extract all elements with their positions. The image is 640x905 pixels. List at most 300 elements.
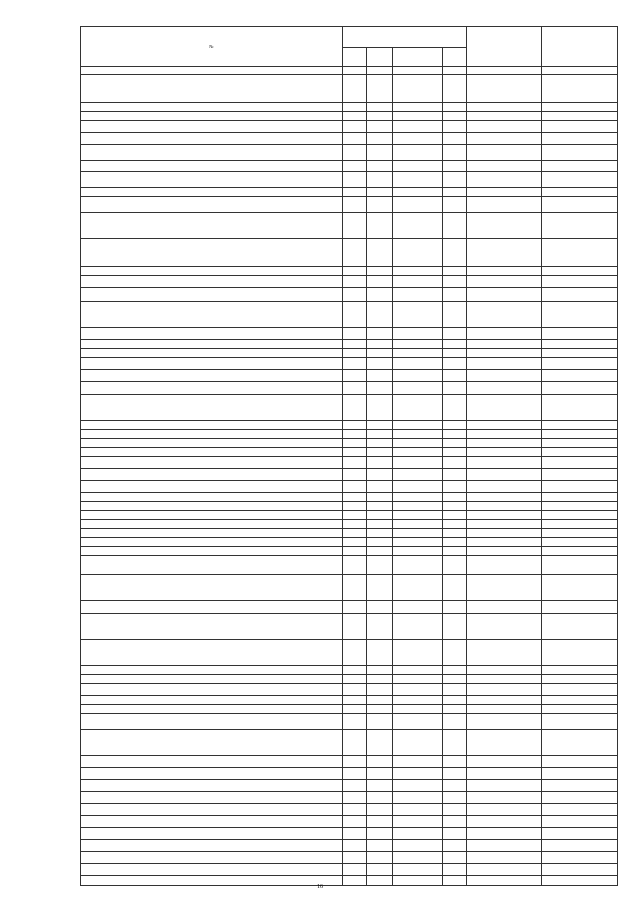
row-target: [393, 556, 443, 575]
row-section: [367, 696, 393, 705]
row-grbs: [343, 601, 367, 614]
row-year-2: [542, 328, 618, 340]
row-year-2: [542, 756, 618, 768]
table-row: [81, 439, 618, 448]
table-row: [81, 666, 618, 675]
row-grbs: [343, 481, 367, 493]
column-number: [343, 67, 367, 75]
row-target: [393, 730, 443, 756]
row-vr: [443, 276, 467, 288]
row-vr: [443, 213, 467, 239]
row-target: [393, 358, 443, 370]
table-row: [81, 730, 618, 756]
table-row: [81, 601, 618, 614]
row-year-2: [542, 804, 618, 816]
row-grbs: [343, 828, 367, 840]
row-name: [81, 469, 343, 481]
table-row: [81, 370, 618, 382]
row-target: [393, 328, 443, 340]
table-row: [81, 840, 618, 852]
table-row: [81, 852, 618, 864]
table-row: [81, 714, 618, 730]
row-name: [81, 705, 343, 714]
row-target: [393, 481, 443, 493]
row-target: [393, 538, 443, 547]
row-section: [367, 133, 393, 145]
table-row: [81, 75, 618, 103]
row-year-2: [542, 161, 618, 172]
row-section: [367, 840, 393, 852]
table-row: [81, 768, 618, 780]
row-target: [393, 349, 443, 358]
row-name: [81, 852, 343, 864]
table-row: [81, 239, 618, 267]
row-section: [367, 493, 393, 502]
row-target: [393, 614, 443, 640]
row-target: [393, 239, 443, 267]
row-target: [393, 816, 443, 828]
row-vr: [443, 469, 467, 481]
row-name: [81, 640, 343, 666]
table-row: [81, 161, 618, 172]
row-section: [367, 328, 393, 340]
row-name: [81, 696, 343, 705]
row-section: [367, 358, 393, 370]
row-target: [393, 430, 443, 439]
row-vr: [443, 675, 467, 684]
row-year-1: [467, 804, 542, 816]
row-name: [81, 575, 343, 601]
row-name: [81, 213, 343, 239]
row-year-1: [467, 696, 542, 705]
row-section: [367, 666, 393, 675]
row-section: [367, 684, 393, 696]
header-codes: [343, 27, 467, 48]
row-target: [393, 439, 443, 448]
row-year-2: [542, 133, 618, 145]
row-year-2: [542, 601, 618, 614]
row-vr: [443, 288, 467, 302]
row-section: [367, 188, 393, 197]
row-section: [367, 103, 393, 112]
row-year-2: [542, 675, 618, 684]
row-year-2: [542, 792, 618, 804]
row-name: [81, 457, 343, 469]
row-section: [367, 340, 393, 349]
table-row: [81, 529, 618, 538]
row-year-2: [542, 288, 618, 302]
row-vr: [443, 145, 467, 161]
row-year-1: [467, 133, 542, 145]
header-section: [367, 48, 393, 67]
row-year-1: [467, 511, 542, 520]
row-section: [367, 145, 393, 161]
row-target: [393, 675, 443, 684]
row-section: [367, 370, 393, 382]
row-grbs: [343, 696, 367, 705]
row-section: [367, 469, 393, 481]
row-grbs: [343, 161, 367, 172]
row-year-2: [542, 864, 618, 876]
row-vr: [443, 511, 467, 520]
row-year-2: [542, 239, 618, 267]
row-target: [393, 133, 443, 145]
table-row: [81, 188, 618, 197]
row-target: [393, 145, 443, 161]
row-year-2: [542, 188, 618, 197]
row-vr: [443, 340, 467, 349]
row-section: [367, 529, 393, 538]
row-target: [393, 792, 443, 804]
table-row: [81, 640, 618, 666]
row-vr: [443, 439, 467, 448]
row-section: [367, 780, 393, 792]
row-vr: [443, 547, 467, 556]
table-row: [81, 520, 618, 529]
header-target: [393, 48, 443, 67]
row-section: [367, 267, 393, 276]
row-vr: [443, 75, 467, 103]
row-vr: [443, 395, 467, 421]
row-year-1: [467, 684, 542, 696]
row-name: [81, 349, 343, 358]
row-section: [367, 430, 393, 439]
row-name: [81, 439, 343, 448]
row-vr: [443, 239, 467, 267]
row-year-2: [542, 382, 618, 395]
row-year-1: [467, 792, 542, 804]
row-year-1: [467, 267, 542, 276]
row-year-1: [467, 840, 542, 852]
row-year-2: [542, 547, 618, 556]
row-target: [393, 840, 443, 852]
row-year-1: [467, 358, 542, 370]
row-vr: [443, 172, 467, 188]
row-vr: [443, 302, 467, 328]
row-target: [393, 302, 443, 328]
table-row: [81, 756, 618, 768]
row-grbs: [343, 730, 367, 756]
row-grbs: [343, 675, 367, 684]
row-section: [367, 675, 393, 684]
row-grbs: [343, 520, 367, 529]
row-year-2: [542, 370, 618, 382]
row-grbs: [343, 840, 367, 852]
row-target: [393, 213, 443, 239]
row-year-1: [467, 395, 542, 421]
table-row: [81, 614, 618, 640]
row-year-2: [542, 529, 618, 538]
table-row: [81, 538, 618, 547]
row-grbs: [343, 502, 367, 511]
row-grbs: [343, 705, 367, 714]
row-section: [367, 511, 393, 520]
row-year-2: [542, 684, 618, 696]
row-year-2: [542, 816, 618, 828]
table-body: [81, 75, 618, 886]
row-section: [367, 730, 393, 756]
row-target: [393, 188, 443, 197]
row-target: [393, 575, 443, 601]
row-target: [393, 502, 443, 511]
column-number-row: [81, 67, 618, 75]
table-row: [81, 469, 618, 481]
row-section: [367, 538, 393, 547]
row-vr: [443, 601, 467, 614]
row-year-2: [542, 457, 618, 469]
row-grbs: [343, 852, 367, 864]
row-grbs: [343, 382, 367, 395]
row-section: [367, 714, 393, 730]
row-section: [367, 547, 393, 556]
row-year-1: [467, 538, 542, 547]
row-vr: [443, 792, 467, 804]
row-year-2: [542, 696, 618, 705]
row-year-2: [542, 640, 618, 666]
row-target: [393, 547, 443, 556]
header-row-top: [81, 27, 618, 48]
row-year-1: [467, 828, 542, 840]
row-vr: [443, 714, 467, 730]
row-target: [393, 780, 443, 792]
table-row: [81, 547, 618, 556]
row-year-1: [467, 601, 542, 614]
header-year-2: [542, 27, 618, 67]
row-name: [81, 112, 343, 121]
row-vr: [443, 493, 467, 502]
row-year-2: [542, 75, 618, 103]
row-year-1: [467, 239, 542, 267]
row-target: [393, 511, 443, 520]
row-vr: [443, 430, 467, 439]
header-vr: [443, 48, 467, 67]
row-vr: [443, 840, 467, 852]
table-row: [81, 172, 618, 188]
row-section: [367, 705, 393, 714]
row-section: [367, 288, 393, 302]
row-year-1: [467, 852, 542, 864]
row-vr: [443, 267, 467, 276]
table-row: [81, 133, 618, 145]
row-grbs: [343, 439, 367, 448]
row-target: [393, 756, 443, 768]
table-row: [81, 696, 618, 705]
row-name: [81, 493, 343, 502]
table-row: [81, 395, 618, 421]
column-number: [542, 67, 618, 75]
row-year-2: [542, 103, 618, 112]
row-section: [367, 172, 393, 188]
row-year-2: [542, 780, 618, 792]
table-row: [81, 705, 618, 714]
row-grbs: [343, 213, 367, 239]
row-year-2: [542, 481, 618, 493]
row-section: [367, 448, 393, 457]
row-grbs: [343, 395, 367, 421]
row-name: [81, 780, 343, 792]
row-vr: [443, 756, 467, 768]
row-year-2: [542, 511, 618, 520]
row-name: [81, 529, 343, 538]
row-target: [393, 684, 443, 696]
row-section: [367, 213, 393, 239]
row-vr: [443, 520, 467, 529]
row-target: [393, 121, 443, 133]
row-year-1: [467, 714, 542, 730]
row-target: [393, 112, 443, 121]
row-year-1: [467, 448, 542, 457]
row-vr: [443, 188, 467, 197]
row-vr: [443, 457, 467, 469]
row-name: [81, 145, 343, 161]
row-year-1: [467, 481, 542, 493]
table-row: [81, 481, 618, 493]
row-target: [393, 852, 443, 864]
row-grbs: [343, 547, 367, 556]
row-vr: [443, 197, 467, 213]
row-year-1: [467, 213, 542, 239]
row-name: [81, 75, 343, 103]
row-section: [367, 768, 393, 780]
row-vr: [443, 448, 467, 457]
table-row: [81, 675, 618, 684]
table-row: [81, 457, 618, 469]
row-section: [367, 520, 393, 529]
row-name: [81, 448, 343, 457]
row-vr: [443, 852, 467, 864]
header-year-1: [467, 27, 542, 67]
row-target: [393, 714, 443, 730]
row-name: [81, 276, 343, 288]
table-row: [81, 804, 618, 816]
row-year-2: [542, 358, 618, 370]
row-year-1: [467, 121, 542, 133]
row-grbs: [343, 756, 367, 768]
row-year-1: [467, 430, 542, 439]
row-grbs: [343, 121, 367, 133]
row-name: [81, 768, 343, 780]
row-vr: [443, 112, 467, 121]
row-name: [81, 520, 343, 529]
row-name: [81, 188, 343, 197]
row-year-2: [542, 714, 618, 730]
row-grbs: [343, 276, 367, 288]
table-row: [81, 197, 618, 213]
row-year-2: [542, 172, 618, 188]
row-target: [393, 288, 443, 302]
table-row: [81, 340, 618, 349]
row-year-2: [542, 840, 618, 852]
row-year-1: [467, 103, 542, 112]
row-vr: [443, 328, 467, 340]
row-grbs: [343, 614, 367, 640]
row-name: [81, 302, 343, 328]
row-name: [81, 684, 343, 696]
row-grbs: [343, 103, 367, 112]
row-section: [367, 239, 393, 267]
row-year-1: [467, 675, 542, 684]
row-year-1: [467, 172, 542, 188]
row-year-1: [467, 666, 542, 675]
row-grbs: [343, 239, 367, 267]
table-row: [81, 302, 618, 328]
row-target: [393, 493, 443, 502]
table-row: [81, 864, 618, 876]
row-year-2: [542, 121, 618, 133]
row-target: [393, 520, 443, 529]
row-name: [81, 730, 343, 756]
row-name: [81, 816, 343, 828]
row-year-1: [467, 529, 542, 538]
row-section: [367, 382, 393, 395]
row-vr: [443, 666, 467, 675]
row-section: [367, 276, 393, 288]
row-year-1: [467, 421, 542, 430]
row-year-2: [542, 768, 618, 780]
table-row: [81, 556, 618, 575]
row-grbs: [343, 684, 367, 696]
row-target: [393, 601, 443, 614]
row-grbs: [343, 575, 367, 601]
row-target: [393, 172, 443, 188]
row-name: [81, 239, 343, 267]
row-vr: [443, 804, 467, 816]
row-grbs: [343, 358, 367, 370]
row-year-2: [542, 430, 618, 439]
row-vr: [443, 780, 467, 792]
row-target: [393, 469, 443, 481]
row-name: [81, 804, 343, 816]
row-target: [393, 768, 443, 780]
row-name: [81, 538, 343, 547]
table-row: [81, 684, 618, 696]
table-row: [81, 493, 618, 502]
table-row: [81, 349, 618, 358]
row-vr: [443, 349, 467, 358]
row-section: [367, 614, 393, 640]
row-vr: [443, 421, 467, 430]
row-grbs: [343, 188, 367, 197]
row-section: [367, 816, 393, 828]
row-grbs: [343, 556, 367, 575]
page-number: 16: [317, 884, 323, 890]
row-target: [393, 828, 443, 840]
row-section: [367, 756, 393, 768]
row-year-1: [467, 640, 542, 666]
row-name: [81, 133, 343, 145]
row-name: [81, 103, 343, 112]
row-grbs: [343, 421, 367, 430]
row-grbs: [343, 538, 367, 547]
row-vr: [443, 730, 467, 756]
row-target: [393, 529, 443, 538]
row-name: [81, 121, 343, 133]
row-grbs: [343, 529, 367, 538]
row-section: [367, 121, 393, 133]
row-name: [81, 714, 343, 730]
row-name: [81, 197, 343, 213]
table-row: [81, 448, 618, 457]
row-year-1: [467, 328, 542, 340]
row-grbs: [343, 448, 367, 457]
row-year-1: [467, 780, 542, 792]
row-year-2: [542, 575, 618, 601]
row-year-1: [467, 816, 542, 828]
row-vr: [443, 684, 467, 696]
row-grbs: [343, 768, 367, 780]
row-vr: [443, 481, 467, 493]
row-section: [367, 302, 393, 328]
